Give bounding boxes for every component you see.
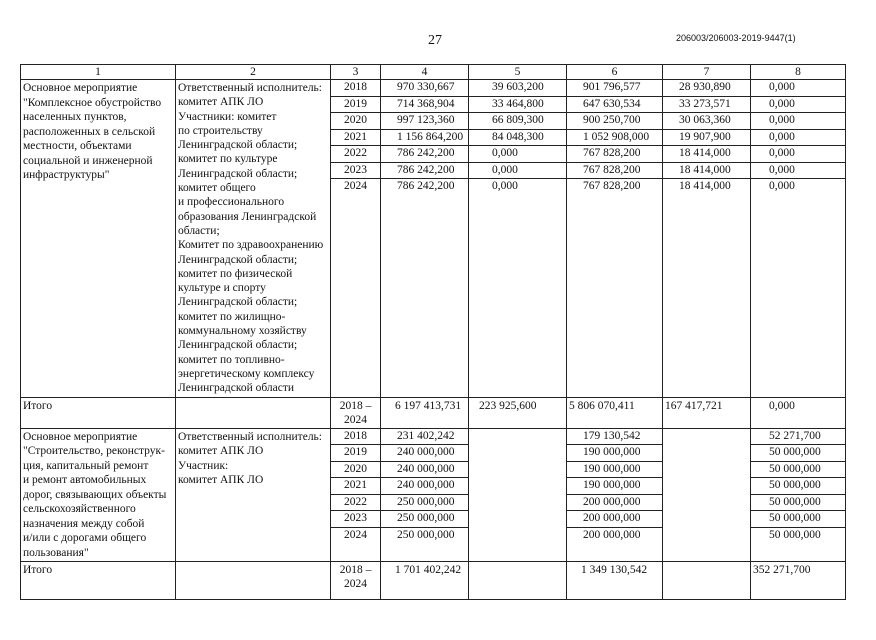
section2-col6 xyxy=(567,428,663,562)
year-cell xyxy=(469,522,566,538)
total-col7: 167 417,721 xyxy=(665,399,723,412)
year-cell: 767 828,200 xyxy=(567,146,662,163)
year-cell: 19 907,900 xyxy=(663,130,750,147)
year-cell: 0,000 xyxy=(469,163,566,180)
year-cell: 18 414,000 xyxy=(663,146,750,163)
year-cell: 190 000,000 xyxy=(567,478,662,495)
year-cell: 66 809,300 xyxy=(469,113,566,130)
total-label: Итого xyxy=(23,564,53,577)
year-cell: 18 414,000 xyxy=(663,163,750,180)
year-cell: 2019 xyxy=(331,445,380,462)
section1-col6 xyxy=(567,80,663,398)
year-cell: 250 000,000 xyxy=(381,495,468,512)
col-header: 8 xyxy=(751,65,846,80)
year-cell: 84 048,300 xyxy=(469,130,566,147)
year-cell xyxy=(469,491,566,507)
year-cell: 52 271,700 xyxy=(751,429,845,446)
section1-col4 xyxy=(381,80,469,398)
year-cell: 2018 xyxy=(331,80,380,97)
year-cell xyxy=(663,444,750,460)
year-cell xyxy=(663,429,750,445)
section1-col5 xyxy=(469,80,567,398)
year-cell: 647 630,534 xyxy=(567,97,662,114)
year-cell xyxy=(469,506,566,522)
year-cell: 2020 xyxy=(331,462,380,479)
section2-col8 xyxy=(751,428,846,562)
year-cell: 0,000 xyxy=(751,130,845,147)
year-cell: 240 000,000 xyxy=(381,478,468,495)
year-cell: 50 000,000 xyxy=(751,478,845,495)
section2-col7 xyxy=(663,428,751,562)
col-header: 7 xyxy=(663,65,751,80)
section2-row xyxy=(21,428,846,562)
total-col5: 223 925,600 xyxy=(479,399,537,412)
total-period: 2018 – 2024 xyxy=(339,399,372,426)
year-cell: 200 000,000 xyxy=(567,495,662,512)
year-cell: 28 930,890 xyxy=(663,80,750,97)
col-header: 6 xyxy=(567,65,663,80)
year-cell: 50 000,000 xyxy=(751,445,845,462)
year-cell xyxy=(663,491,750,507)
year-cell: 714 368,904 xyxy=(381,97,468,114)
year-cell: 997 123,360 xyxy=(381,113,468,130)
year-cell: 786 242,200 xyxy=(397,180,455,192)
year-cell: 250 000,000 xyxy=(397,528,455,541)
year-cell: 2022 xyxy=(331,146,380,163)
year-cell: 2020 xyxy=(331,113,380,130)
total-label: Итого xyxy=(23,399,53,412)
year-cell: 33 464,800 xyxy=(469,97,566,114)
year-cell: 231 402,242 xyxy=(381,429,468,446)
year-cell xyxy=(469,444,566,460)
year-cell: 250 000,000 xyxy=(381,511,468,528)
col-header: 4 xyxy=(381,65,469,80)
budget-table xyxy=(20,64,846,600)
year-cell xyxy=(663,475,750,491)
year-cell: 200 000,000 xyxy=(583,528,641,541)
section1-executors: Ответственный исполнитель: комитет АПК ЛО Участники: комитет по строительству Ленинградской области; комитет по культуре Ленинградской области; комитет общего и профессионального образования Ленинградской области; Комитет по здравоохранению Ленинградской области; комитет по физической культуре и спорту Ленинградской области; комитет по жилищно- коммунальному хозяйству Ленинградской области; комитет по топливно- энергетическому комплексу Ленинградской области xyxy=(178,82,324,395)
year-cell: 30 063,360 xyxy=(663,113,750,130)
total-col4: 1 701 402,242 xyxy=(395,564,462,577)
year-cell: 0,000 xyxy=(751,113,845,130)
col-header: 3 xyxy=(331,65,381,80)
year-cell: 2021 xyxy=(331,130,380,147)
year-cell xyxy=(469,460,566,476)
total-col7 xyxy=(663,562,750,563)
year-cell: 0,000 xyxy=(492,180,518,192)
year-cell: 786 242,200 xyxy=(381,146,468,163)
document-id: 206003/206003-2019-9447(1) xyxy=(676,33,796,43)
col-header: 5 xyxy=(469,65,567,80)
year-cell: 2019 xyxy=(331,97,380,114)
col-header: 2 xyxy=(176,65,331,80)
year-cell: 0,000 xyxy=(751,80,845,97)
year-cell: 2024 xyxy=(344,528,367,541)
year-cell: 190 000,000 xyxy=(567,445,662,462)
total-period: 2018 – 2024 xyxy=(339,564,372,591)
year-cell: 2018 xyxy=(331,429,380,446)
year-cell: 2024 xyxy=(344,180,367,192)
year-cell: 2023 xyxy=(331,163,380,180)
section1-years xyxy=(331,80,381,398)
section2-executors: Ответственный исполнитель: комитет АПК ЛО Участник: комитет АПК ЛО xyxy=(178,430,322,487)
year-cell: 200 000,000 xyxy=(567,511,662,528)
year-cell xyxy=(663,522,750,538)
total-col6: 5 806 070,411 xyxy=(569,399,635,412)
year-cell: 50 000,000 xyxy=(769,528,821,541)
year-cell xyxy=(469,429,566,445)
year-cell: 901 796,577 xyxy=(567,80,662,97)
year-cell: 767 828,200 xyxy=(567,163,662,180)
year-cell: 2023 xyxy=(331,511,380,528)
year-cell xyxy=(469,475,566,491)
year-cell xyxy=(663,506,750,522)
total-col8: 0,000 xyxy=(769,399,795,412)
year-cell: 50 000,000 xyxy=(751,511,845,528)
year-cell: 970 330,667 xyxy=(381,80,468,97)
year-cell: 18 414,000 xyxy=(679,180,731,192)
section2-col5 xyxy=(469,428,567,562)
year-cell: 240 000,000 xyxy=(381,445,468,462)
year-cell: 767 828,200 xyxy=(583,180,641,192)
total-col6: 1 349 130,542 xyxy=(581,564,648,577)
year-cell: 0,000 xyxy=(751,146,845,163)
total-col8: 352 271,700 xyxy=(753,564,811,577)
year-cell: 0,000 xyxy=(469,146,566,163)
year-cell: 190 000,000 xyxy=(567,462,662,479)
year-cell: 50 000,000 xyxy=(751,495,845,512)
section2-col4 xyxy=(381,428,469,562)
section2-years xyxy=(331,428,381,562)
year-cell: 2021 xyxy=(331,478,380,495)
year-cell: 33 273,571 xyxy=(663,97,750,114)
year-cell: 900 250,700 xyxy=(567,113,662,130)
year-cell xyxy=(663,460,750,476)
page-number: 27 xyxy=(428,33,442,48)
section2-total-row xyxy=(21,562,846,600)
year-cell: 50 000,000 xyxy=(751,462,845,479)
year-cell: 0,000 xyxy=(769,180,795,192)
year-cell: 39 603,200 xyxy=(469,80,566,97)
year-cell: 2022 xyxy=(331,495,380,512)
year-cell: 179 130,542 xyxy=(567,429,662,446)
section1-col8 xyxy=(751,80,846,398)
year-cell: 0,000 xyxy=(751,163,845,180)
year-cell: 1 156 864,200 xyxy=(381,130,468,147)
section1-row xyxy=(21,80,846,398)
year-cell: 786 242,200 xyxy=(381,163,468,180)
section2-name: Основное мероприятие "Строительство, реконструк- ция, капитальный ремонт и ремонт автомобильных дорог, связывающих объекты сельскохозяйственного назначения между собой и/или с дорогами общего пользования" xyxy=(23,430,167,559)
section1-col7 xyxy=(663,80,751,398)
total-col4: 6 197 413,731 xyxy=(395,399,462,412)
section1-total-row xyxy=(21,397,846,428)
column-number-row xyxy=(21,65,846,80)
col-header: 1 xyxy=(21,65,176,80)
section1-name: Основное мероприятие "Комплексное обустройство населенных пунктов, расположенных в сельской местности, объектами социальной и инженерной инфраструктуры" xyxy=(23,82,162,181)
year-cell: 0,000 xyxy=(751,97,845,114)
total-col5 xyxy=(469,562,566,563)
year-cell: 1 052 908,000 xyxy=(567,130,662,147)
year-cell: 240 000,000 xyxy=(381,462,468,479)
